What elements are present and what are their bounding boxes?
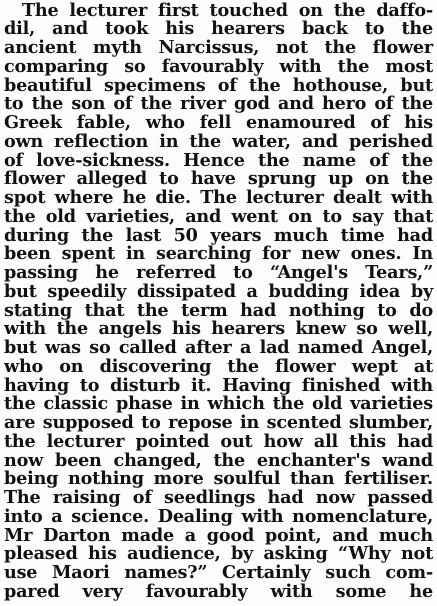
article-line: pleased his audience, by asking “Why not (4, 543, 433, 564)
article-line: The raising of seedlings had now passed (4, 487, 433, 508)
article-line: the lecturer pointed out how all this had (4, 431, 433, 452)
article-line: dil, and took his hearers back to the (4, 18, 433, 39)
article-line: comparing so favourably with the most (4, 56, 433, 77)
article-line: ancient myth Narcissus, not the flower (4, 37, 433, 58)
article-line: Mr Darton made a good point, and much (4, 525, 433, 546)
article-line: but was so called after a lad named Angel, (4, 337, 433, 358)
article-line: been spent in searching for new ones. In (4, 243, 433, 264)
article-line: into a science. Dealing with nomenclature, (4, 506, 433, 527)
article-line: are supposed to repose in scented slumber, (4, 412, 433, 433)
article-line: passing he referred to “Angel's Tears,” (4, 262, 433, 283)
article-line: now been changed, the enchanter's wand (4, 450, 433, 471)
article-line: being nothing more soulful than fertiliser. (4, 468, 433, 489)
article-line: pared very favourably with some he (4, 581, 433, 602)
article-line: but speedily dissipated a budding idea by (4, 281, 433, 302)
article-line: having to disturb it. Having finished with (4, 375, 433, 396)
article-line: the old varieties, and went on to say that (4, 206, 433, 227)
article-line: The lecturer first touched on the daffo- (22, 0, 433, 21)
article-line: flower alleged to have sprung up on the (4, 168, 433, 189)
article-line: beautiful specimens of the hothouse, but (4, 75, 433, 96)
article-line: own reflection in the water, and perished (4, 131, 433, 152)
article-line: to the son of the river god and hero of the (4, 93, 433, 114)
article-line: stating that the term had nothing to do (4, 300, 433, 321)
article-line: during the last 50 years much time had (4, 225, 433, 246)
article-line: of love-sickness. Hence the name of the (4, 150, 433, 171)
article-line: spot where he die. The lecturer dealt with (4, 187, 433, 208)
article-line: who on discovering the flower wept at (4, 356, 433, 377)
article-line: with the angels his hearers knew so well, (4, 318, 433, 339)
article-line: the classic phase in which the old varieties (4, 393, 433, 414)
article-line: use Maori names?” Certainly such com- (4, 562, 433, 583)
article-line: Greek fable, who fell enamoured of his (4, 112, 433, 133)
